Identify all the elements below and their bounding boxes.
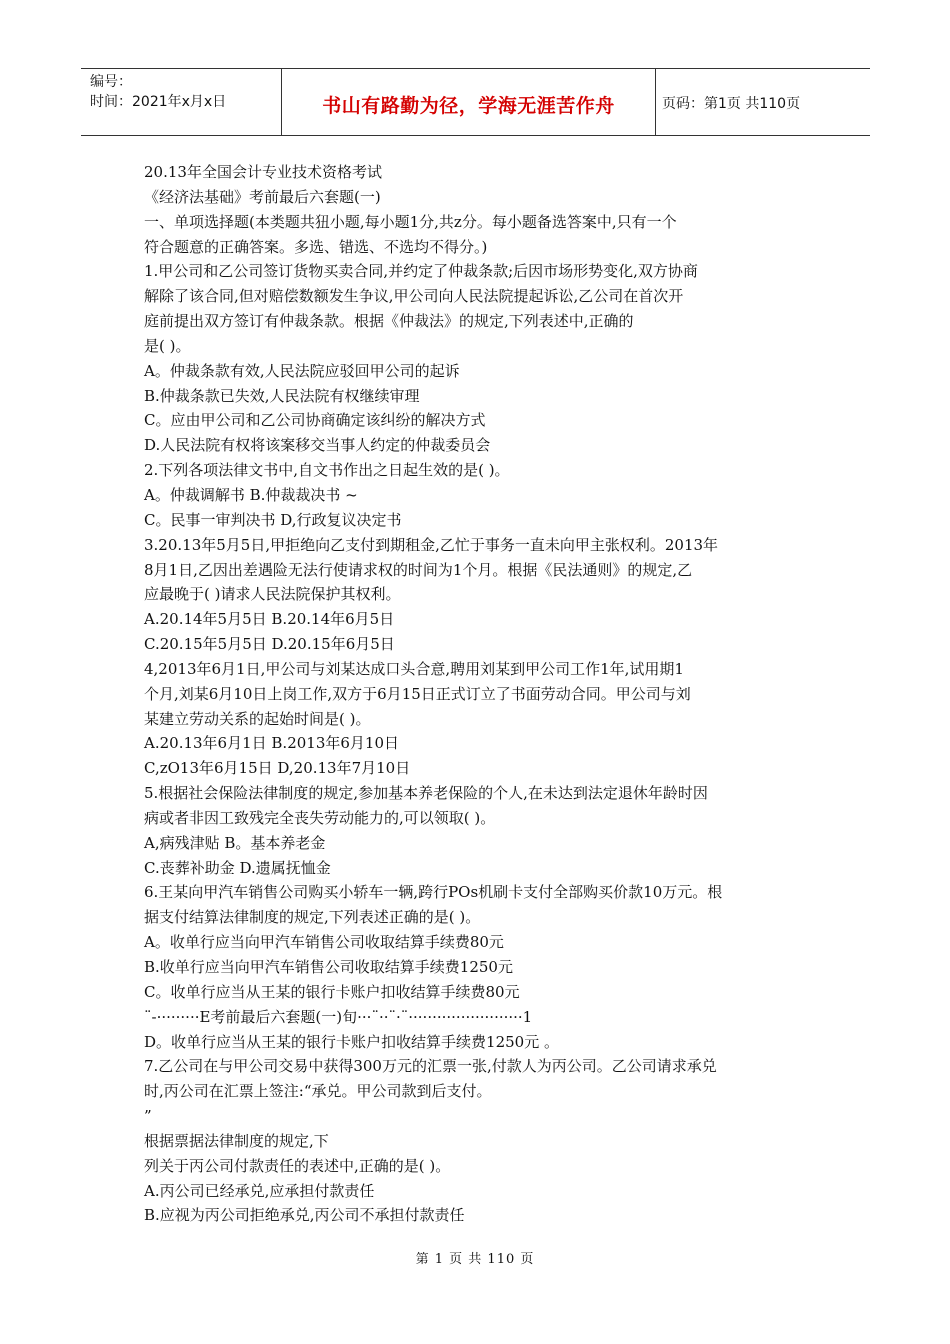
header-page-info: 页码：第1页 共110页 (662, 96, 801, 112)
header-table (81, 68, 870, 136)
text-line: 是( )。 (144, 336, 191, 355)
text-line: C.丧葬补助金 D.遗属抚恤金 (144, 858, 331, 877)
text-line: C。民事一审判决书 D,行政复议决定书 (144, 510, 402, 529)
text-line: 时,丙公司在汇票上签注:“承兑。甲公司款到后支付。 (144, 1082, 492, 1101)
text-line: 庭前提出双方签订有仲裁条款。根据《仲裁法》的规定,下列表述中,正确的 (144, 312, 634, 331)
text-line: 20.13年全国会计专业技术资格考试 (144, 163, 382, 181)
text-line: A。仲裁条款有效,人民法院应驳回甲公司的起诉 (144, 361, 460, 380)
number-label: 编号： (90, 74, 132, 90)
text-line: 根据票据法律制度的规定,下 (144, 1131, 329, 1150)
text-line: ” (144, 1107, 152, 1126)
text-line: 列关于丙公司付款责任的表述中,正确的是( )。 (144, 1156, 451, 1175)
text-line: B.仲裁条款已失效,人民法院有权继续审理 (144, 386, 420, 405)
text-line: C,zO13年6月15日 D,20.13年7月10日 (144, 759, 411, 778)
text-line: A.20.13年6月1日 B.2013年6月10日 (144, 734, 399, 753)
text-line: 某建立劳动关系的起始时间是( )。 (144, 709, 371, 728)
text-line: 应最晚于( )请求人民法院保护其权利。 (144, 585, 401, 604)
text-line: A,病残津贴 B。基本养老金 (144, 833, 326, 852)
text-line: A.丙公司已经承兑,应承担付款责任 (144, 1181, 375, 1200)
text-line: D.人民法院有权将该案移交当事人约定的仲裁委员会 (144, 436, 491, 455)
text-line: A.20.14年5月5日 B.20.14年6月5日 (144, 610, 395, 629)
text-line: C.20.15年5月5日 D.20.15年6月5日 (144, 635, 395, 654)
text-line: D。收单行应当从王某的银行卡账户扣收结算手续费1250元 。 (144, 1032, 559, 1051)
text-line: 4,2013年6月1日,甲公司与刘某达成口头合意,聘用刘某到甲公司工作1年,试用期1 (144, 659, 684, 678)
text-line: 据支付结算法律制度的规定,下列表述正确的是( )。 (144, 908, 481, 927)
text-line: 一、单项选择题(本类题共狃小题,每小题1分,共z分。每小题备选答案中,只有一个 (144, 212, 677, 231)
text-line: 解除了该合同,但对赔偿数额发生争议,甲公司向人民法院提起诉讼,乙公司在首次开 (144, 287, 684, 306)
text-line: A。收单行应当向甲汽车销售公司收取结算手续费80元 (144, 933, 504, 952)
text-line: 3.20.13年5月5日,甲拒绝向乙支付到期租金,乙忙于事务一直未向甲主张权利。2013年 (144, 535, 719, 554)
text-line: 5.根据社会保险法律制度的规定,参加基本养老保险的个人,在未达到法定退休年龄时因 (144, 784, 708, 803)
text-line: B.应视为丙公司拒绝承兑,丙公司不承担付款责任 (144, 1206, 465, 1225)
text-line: 6.王某向甲汽车销售公司购买小轿车一辆,跨行POs机刷卡支付全部购买价款10万元。根 (144, 883, 723, 902)
text-line: ¨-·········E考前最后六套题(一)旬···¨··¨·¨························1 (144, 1007, 533, 1026)
text-line: C。收单行应当从王某的银行卡账户扣收结算手续费80元 (144, 982, 520, 1001)
text-line: 2.下列各项法律文书中,自文书作出之日起生效的是( )。 (144, 461, 510, 480)
text-line: A。仲裁调解书 B.仲裁裁决书 ~ (144, 485, 358, 504)
text-line: 个月,刘某6月10日上岗工作,双方于6月15日正式订立了书面劳动合同。甲公司与刘 (144, 684, 691, 703)
header-meta (81, 69, 282, 135)
text-line: 1.甲公司和乙公司签订货物买卖合同,并约定了仲裁条款;后因市场形势变化,双方协商 (144, 262, 698, 281)
document-body (144, 160, 794, 1228)
time-label: 时间：2021年x月x日 (90, 94, 227, 110)
text-line: 符合题意的正确答案。多选、错选、不选均不得分。) (144, 237, 488, 256)
page-footer: 第 1 页 共 110 页 (415, 1252, 535, 1267)
text-line: 7.乙公司在与甲公司交易中获得300万元的汇票一张,付款人为丙公司。乙公司请求承兑 (144, 1057, 717, 1076)
text-line: B.收单行应当向甲汽车销售公司收取结算手续费1250元 (144, 958, 513, 976)
text-line: 《经济法基础》考前最后六套题(一) (144, 187, 381, 206)
text-line: 病或者非因工致残完全丧失劳动能力的,可以领取( )。 (144, 808, 496, 827)
header-motto: 书山有路勤为径，学海无涯苦作舟 (282, 69, 656, 135)
text-line: C。应由甲公司和乙公司协商确定该纠纷的解决方式 (144, 411, 486, 430)
text-line: 8月1日,乙因出差遇险无法行使请求权的时间为1个月。根据《民法通则》的规定,乙 (144, 560, 693, 579)
